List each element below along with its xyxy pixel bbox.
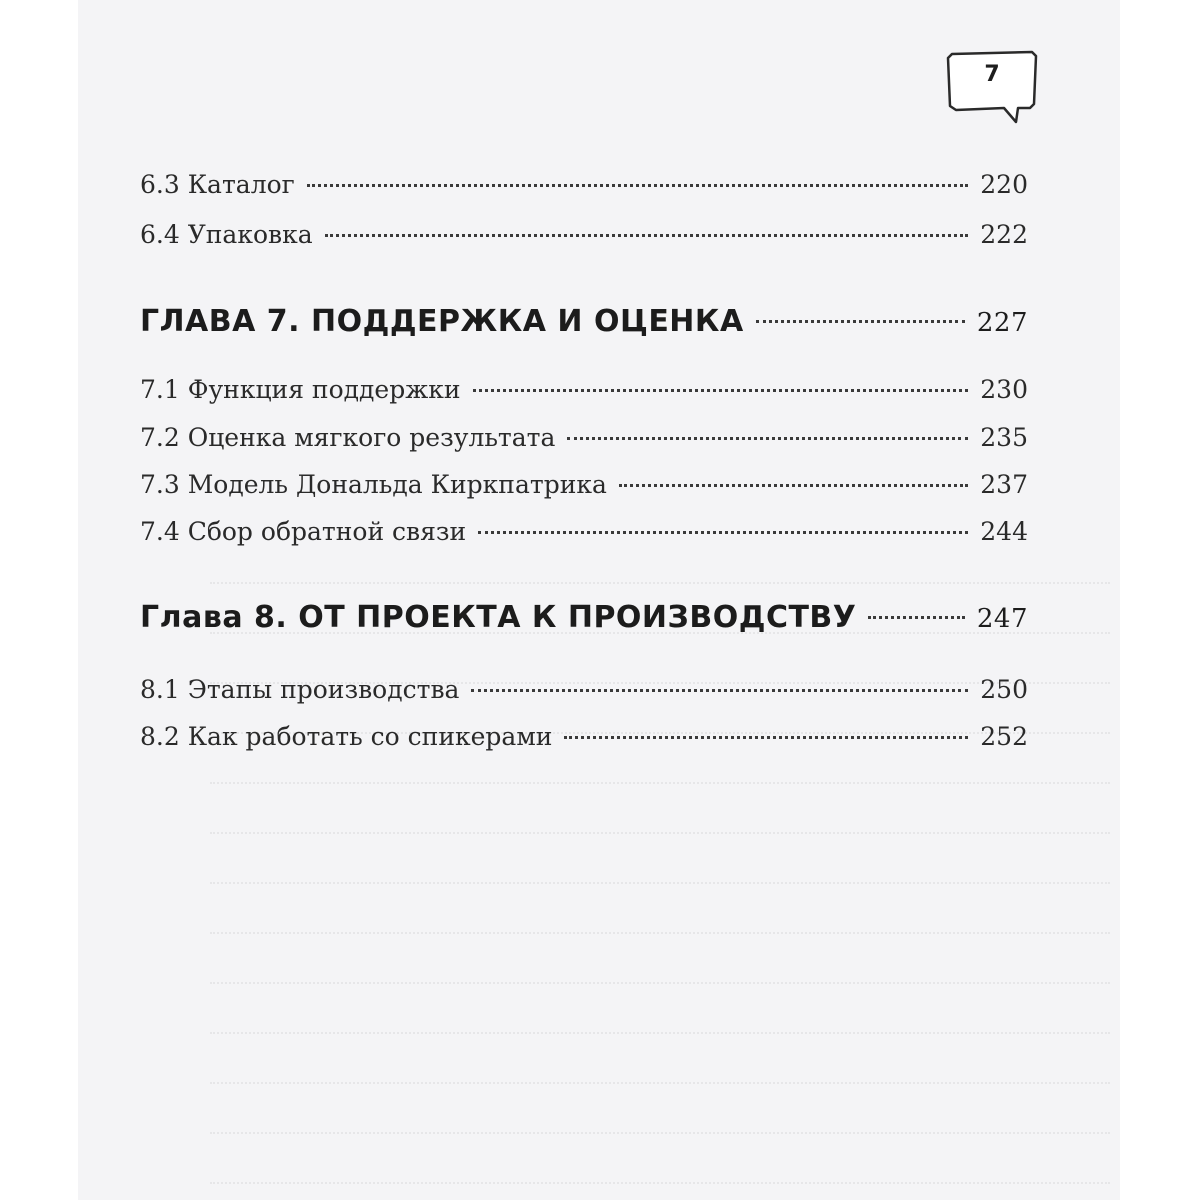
toc-entry[interactable] (140, 517, 1028, 557)
toc-entry-page: 237 (980, 470, 1028, 499)
toc-entry[interactable] (140, 170, 1028, 210)
toc-entry[interactable] (140, 470, 1028, 510)
toc-chapter-page: 247 (976, 604, 1028, 634)
toc-entry-title: 8.2 Как работать со спикерами (140, 722, 553, 751)
toc-entry-title: 7.2 Оценка мягкого результата (140, 423, 556, 452)
dot-leader (478, 531, 968, 534)
toc-entry[interactable] (140, 375, 1028, 415)
toc-chapter-page: 227 (976, 308, 1028, 338)
toc-entry-title: 7.3 Модель Дональда Киркпатрика (140, 470, 607, 499)
toc-entry-title: 6.3 Каталог (140, 170, 295, 199)
book-page (78, 0, 1120, 1200)
dot-leader (325, 234, 969, 237)
page-number: 7 (984, 62, 1000, 87)
toc-entry[interactable] (140, 675, 1028, 715)
dot-leader (756, 320, 965, 323)
toc-entry-page: 252 (980, 722, 1028, 751)
toc-chapter-title: Глава 8. ОТ ПРОЕКТА К ПРОИЗВОДСТВУ (140, 600, 857, 635)
dot-leader (473, 389, 969, 392)
speech-bubble-icon (944, 48, 1040, 128)
dot-leader (471, 689, 968, 692)
dot-leader (567, 437, 968, 440)
toc-entry-page: 222 (980, 220, 1028, 249)
toc-entry-title: 8.1 Этапы производства (140, 675, 460, 704)
toc-entry-title: 7.1 Функция поддержки (140, 375, 461, 404)
toc-chapter-title: ГЛАВА 7. ПОДДЕРЖКА И ОЦЕНКА (140, 304, 744, 339)
toc-entry[interactable] (140, 220, 1028, 260)
toc-chapter[interactable] (140, 304, 1028, 339)
toc-entry-title: 6.4 Упаковка (140, 220, 313, 249)
toc-entry-page: 244 (980, 517, 1028, 546)
dot-leader (868, 616, 964, 619)
toc-entry[interactable] (140, 722, 1028, 762)
toc-entry[interactable] (140, 423, 1028, 463)
toc-entry-page: 235 (980, 423, 1028, 452)
dot-leader (307, 184, 969, 187)
dot-leader (564, 736, 968, 739)
toc-entry-page: 250 (980, 675, 1028, 704)
toc-entry-title: 7.4 Сбор обратной связи (140, 517, 467, 546)
toc-entry-page: 220 (980, 170, 1028, 199)
show-through-text (210, 540, 1110, 1180)
toc-entry-page: 230 (980, 375, 1028, 404)
dot-leader (619, 484, 968, 487)
page-number-badge (944, 48, 1040, 112)
toc-chapter[interactable] (140, 600, 1028, 635)
